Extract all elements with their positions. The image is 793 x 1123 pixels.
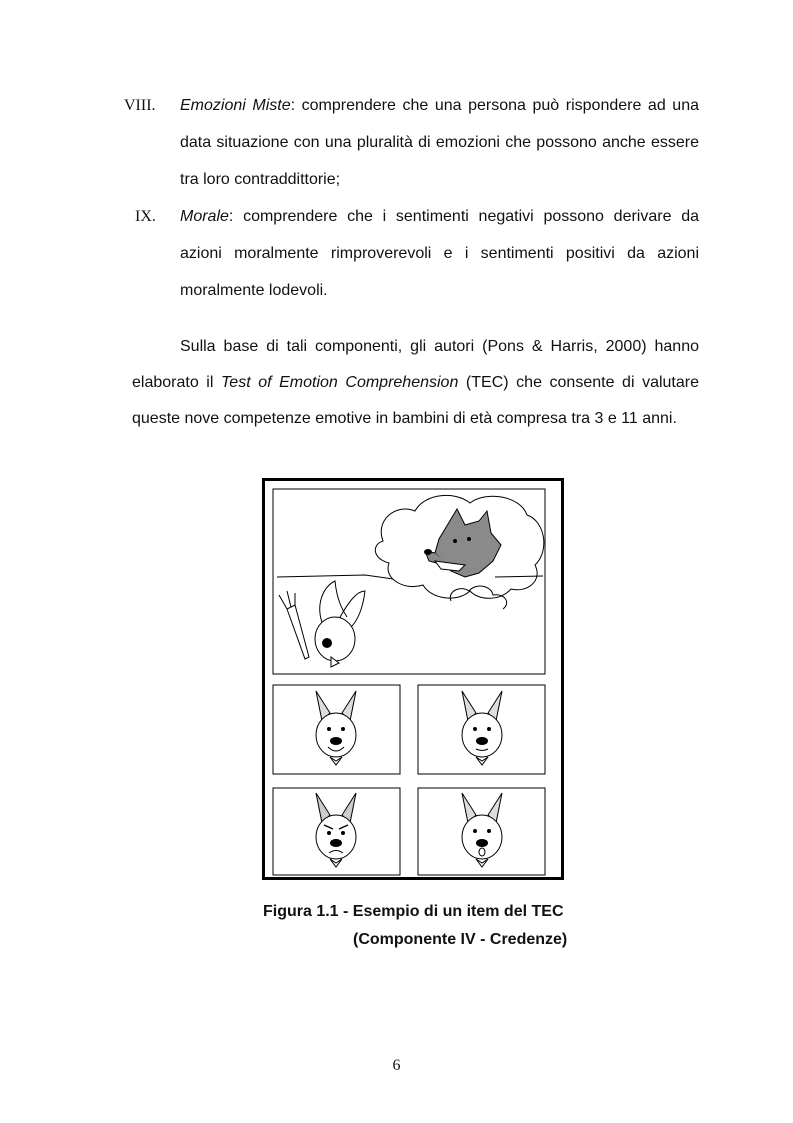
list-numeral-viii: VIII. [124, 97, 156, 114]
paragraph-line1: Sulla base di tali componenti, gli autori (Pons & Harris, 2000) hanno [180, 338, 699, 355]
figure-tec-item [262, 478, 564, 880]
figure-caption-line1: Figura 1.1 - Esempio di un item del TEC [263, 903, 564, 920]
list-item-ix-line3: moralmente lodevoli. [180, 282, 328, 299]
list-item-ix-line1: Morale: comprendere che i sentimenti negativi possono derivare da [180, 208, 699, 225]
page-number: 6 [392, 1057, 401, 1074]
figure-illustration [265, 481, 561, 877]
figure-caption-line2: (Componente IV - Credenze) [353, 931, 568, 948]
paragraph-line3: queste nove competenze emotive in bambini di età compresa tra 3 e 11 anni. [132, 410, 677, 427]
list-term-morale: Morale [180, 208, 229, 225]
list-item-viii-line3: tra loro contraddittorie; [180, 171, 341, 188]
face-panels [273, 685, 545, 875]
list-item-ix-line2: azioni moralmente rimproverevoli e i sentimenti positivi da azioni [180, 245, 699, 262]
list-term-mixed-emotions: Emozioni Miste [180, 97, 291, 114]
list-item-viii-line2: data situazione con una pluralità di emozioni che possono anche essere [180, 134, 699, 151]
list-numeral-ix: IX. [135, 208, 156, 225]
test-name: Test of Emotion Comprehension [220, 374, 459, 391]
paragraph-line2: elaborato il Test of Emotion Comprehension (TEC) che consente di valutare [132, 374, 700, 391]
list-item-viii-line1: Emozioni Miste: comprendere che una persona può rispondere ad una [180, 97, 699, 114]
